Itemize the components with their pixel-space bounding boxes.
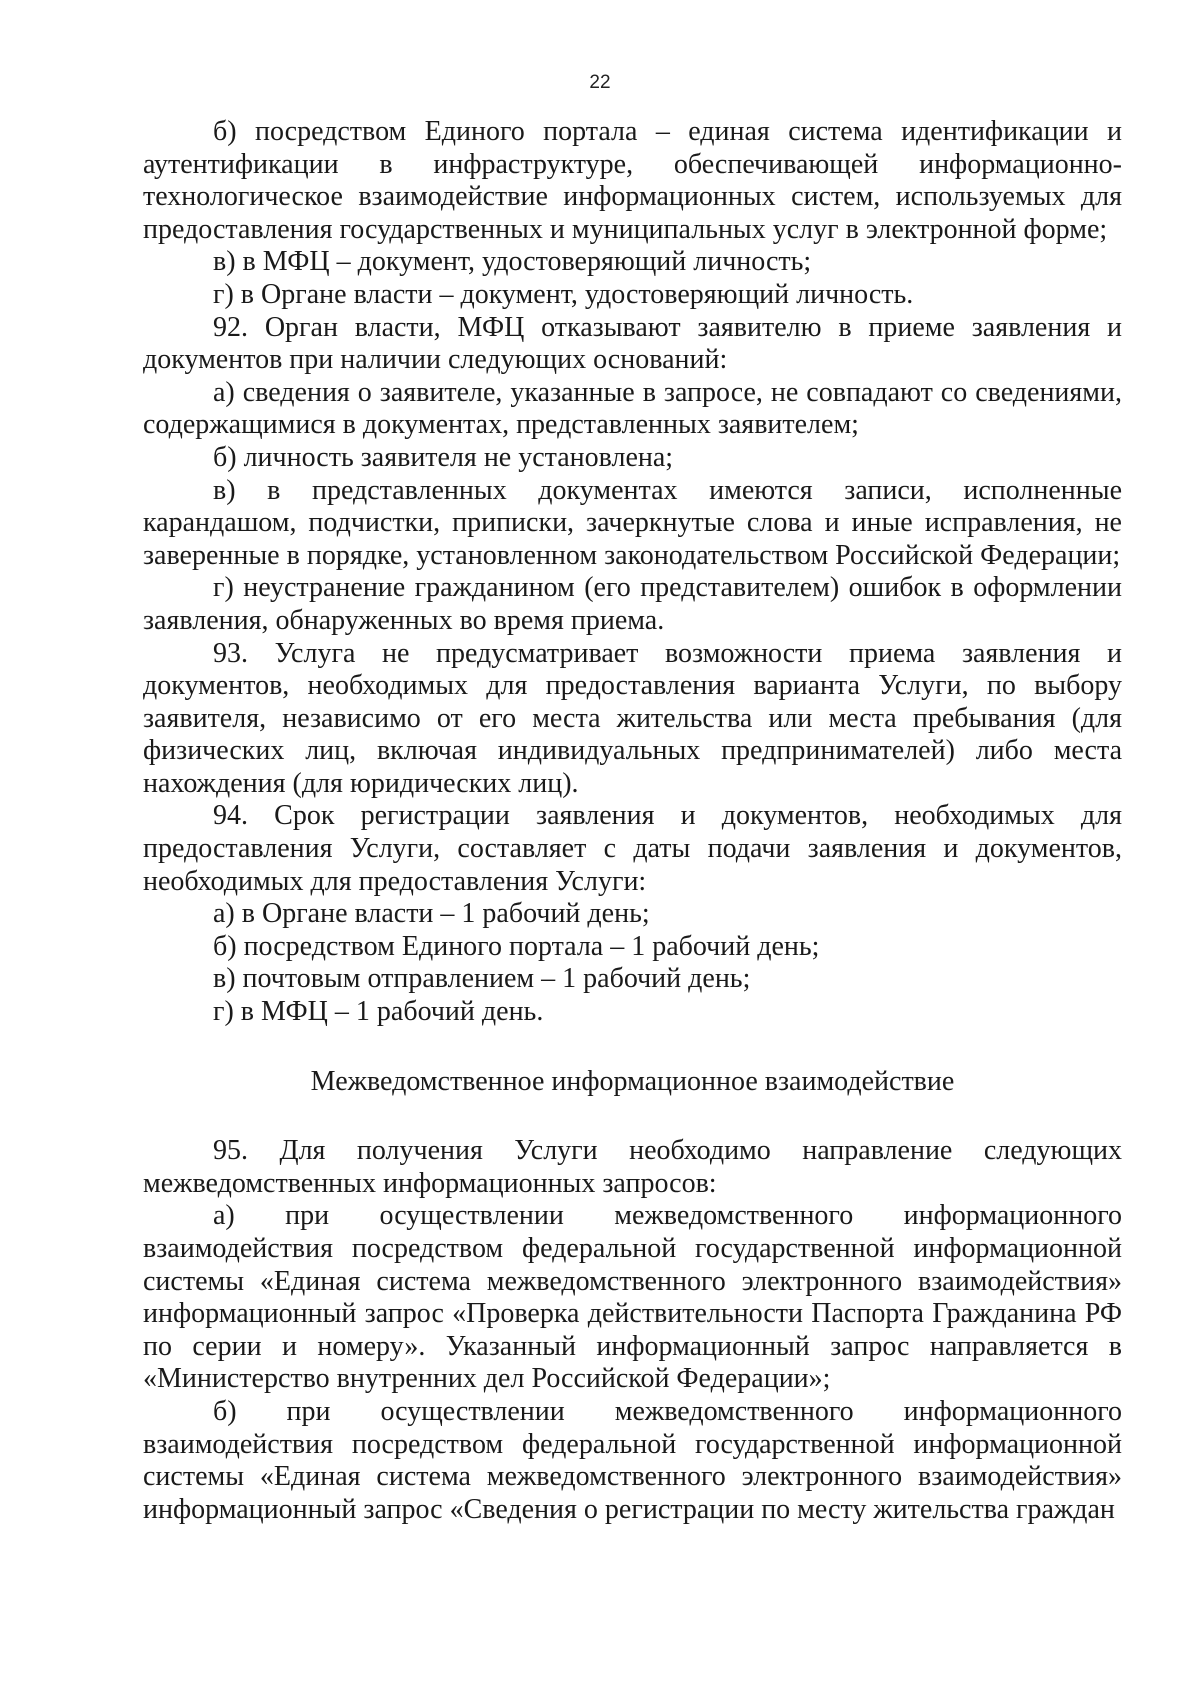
section-heading: Межведомственное информационное взаимодействие [310,1065,955,1097]
paragraph: г) неустранение гражданином (его представителем) ошибок в оформлении заявления, обнаруженных во время приема. [143,572,1122,636]
paragraph: в) в представленных документах имеются записи, исполненные карандашом, подчистки, приписки, зачеркнутые слова и иные исправления, не заверенные в порядке, установленном законодательством Российской Федерации; [143,474,1122,571]
paragraph: г) в Органе власти – документ, удостоверяющий личность. [213,278,914,310]
paragraph: 94. Срок регистрации заявления и документов, необходимых для предоставления Услуги, составляет с даты подачи заявления и документов, необходимых для предоставления Услуги: [143,800,1122,897]
page-number: 22 [589,72,611,93]
paragraph: б) посредством Единого портала – единая система идентификации и аутентификации в инфраструктуре, обеспечивающей информационно-технологическое взаимодействие информационных систем, используемых для предоставления государственных и муниципальных услуг в электронной форме; [143,116,1122,245]
paragraph: 95. Для получения Услуги необходимо направление следующих межведомственных информационных запросов: [143,1135,1122,1199]
paragraph: а) в Органе власти – 1 рабочий день; [213,898,650,930]
paragraph: а) при осуществлении межведомственного информационного взаимодействия посредством федеральной государственной информационной системы «Единая система межведомственного электронного взаимодействия» информационный запрос «Проверка действительности Паспорта Гражданина РФ по серии и номеру». Указанный информационный запрос направляется в «Министерство внутренних дел Российской Федерации»; [143,1200,1122,1395]
paragraph: в) в МФЦ – документ, удостоверяющий личность; [213,246,812,278]
paragraph: 93. Услуга не предусматривает возможности приема заявления и документов, необходимых для предоставления варианта Услуги, по выбору заявителя, независимо от его места жительства или места пребывания (для физических лиц, включая индивидуальных предпринимателей) либо места нахождения (для юридических лиц). [143,637,1122,799]
paragraph: в) почтовым отправлением – 1 рабочий день; [213,963,751,995]
paragraph: б) посредством Единого портала – 1 рабочий день; [213,930,820,962]
paragraph: б) при осуществлении межведомственного информационного взаимодействия посредством федеральной государственной информационной системы «Единая система межведомственного электронного взаимодействия» информационный запрос «Сведения о регистрации по месту жительства граждан [143,1395,1122,1525]
paragraph: б) личность заявителя не установлена; [213,441,674,473]
paragraph: а) сведения о заявителе, указанные в запросе, не совпадают со сведениями, содержащимися в документах, представленных заявителем; [143,376,1122,441]
paragraph: 92. Орган власти, МФЦ отказывают заявителю в приеме заявления и документов при наличии следующих оснований: [143,311,1122,376]
paragraph: г) в МФЦ – 1 рабочий день. [213,996,544,1028]
document-body [143,116,1122,1526]
